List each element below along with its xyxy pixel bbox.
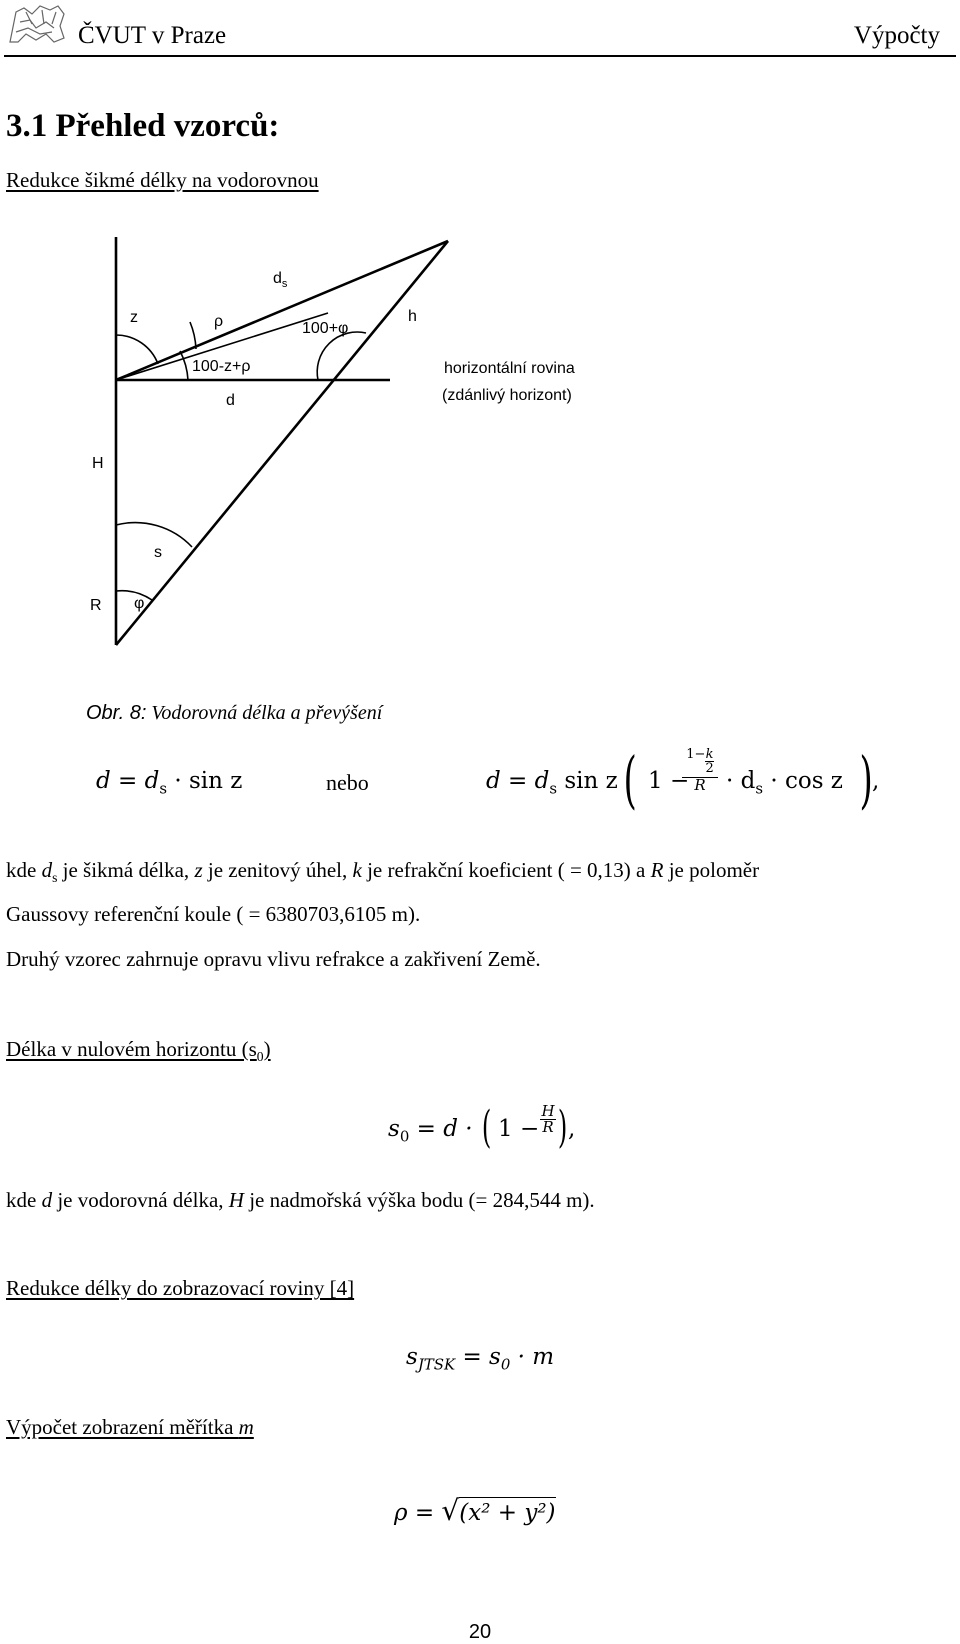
angle-rho-arc bbox=[190, 322, 196, 349]
subsection-title-projection: Redukce délky do zobrazovací roviny [4] bbox=[6, 1276, 355, 1300]
label-s: s bbox=[154, 544, 162, 561]
geometry-diagram bbox=[0, 225, 960, 695]
label-horizon-note: (zdánlivý horizont) bbox=[442, 387, 572, 404]
diagram-labels bbox=[90, 270, 575, 614]
paragraph-zero-horizon-vars: kde d je vodorovná délka, H je nadmořská výška bodu (= 284,544 m). bbox=[6, 1188, 595, 1212]
formula-or-text: nebo bbox=[326, 770, 369, 795]
label-horizon: horizontální rovina bbox=[444, 360, 575, 377]
figure-caption: Obr. 8: Vodorovná délka a převýšení bbox=[86, 702, 383, 724]
label-d: d bbox=[226, 392, 235, 409]
header-divider bbox=[4, 55, 956, 57]
angle-100-phi-arc bbox=[317, 332, 366, 380]
sqrt-icon: √ bbox=[441, 1494, 460, 1527]
paragraph-gauss-sphere: Gaussovy referenční koule ( = 6380703,6105 m). bbox=[6, 902, 421, 926]
earth-radius-line bbox=[116, 241, 448, 645]
label-phi: φ bbox=[134, 595, 145, 612]
paragraph-variables: kde $d_s$ je šikmá délka, z je zenitový úhel, k je refrakční koeficient ( = 0,13) a R je poloměr bbox=[6, 858, 760, 886]
formula-horizontal-distance-corrected: $d = d_s$ sin z ( 1 − $1-\frac{k}{2}$ R · $d_s \cdot \cos z$ ) , bbox=[486, 743, 880, 816]
subsection-title-slope-reduction: Redukce šikmé délky na vodorovnou bbox=[6, 168, 319, 192]
angle-z-arc bbox=[116, 335, 158, 364]
label-z: z bbox=[130, 309, 138, 326]
label-100-phi: 100+φ bbox=[302, 320, 349, 337]
label-100-z-rho: 100-z+ρ bbox=[192, 358, 251, 375]
university-logo-icon bbox=[6, 2, 68, 46]
formula-horizontal-distance: $d = d_s \cdot \sin z$ bbox=[96, 768, 243, 798]
label-ds: $d_s$ bbox=[273, 270, 288, 290]
formula-rho: ρ = √(x² + y²) bbox=[394, 1494, 556, 1527]
label-H: H bbox=[92, 455, 104, 472]
label-rho: ρ bbox=[214, 313, 224, 330]
label-h: h bbox=[408, 308, 417, 325]
page-number: 20 bbox=[468, 1621, 492, 1643]
subsection-title-scale: Výpočet zobrazení měřítka m bbox=[6, 1415, 254, 1439]
formula-jtsk: $s_{JTSK} = s_0 \cdot m$ bbox=[406, 1344, 555, 1374]
subsection-title-zero-horizon: Délka v nulovém horizontu $(s_0)$ bbox=[6, 1037, 271, 1065]
header-chapter: Výpočty bbox=[853, 22, 940, 49]
formula-zero-horizon: $s_0 = d$ · ( 1 − H R ) , bbox=[388, 1102, 576, 1153]
angle-100-z-rho-arc bbox=[180, 351, 188, 380]
section-heading: 3.1 Přehled vzorců: bbox=[6, 108, 280, 144]
slope-distance-line bbox=[116, 241, 448, 380]
label-R: R bbox=[90, 597, 102, 614]
header-institution: ČVUT v Praze bbox=[78, 22, 227, 49]
paragraph-second-formula-note: Druhý vzorec zahrnuje opravu vlivu refrakce a zakřivení Země. bbox=[6, 947, 541, 971]
